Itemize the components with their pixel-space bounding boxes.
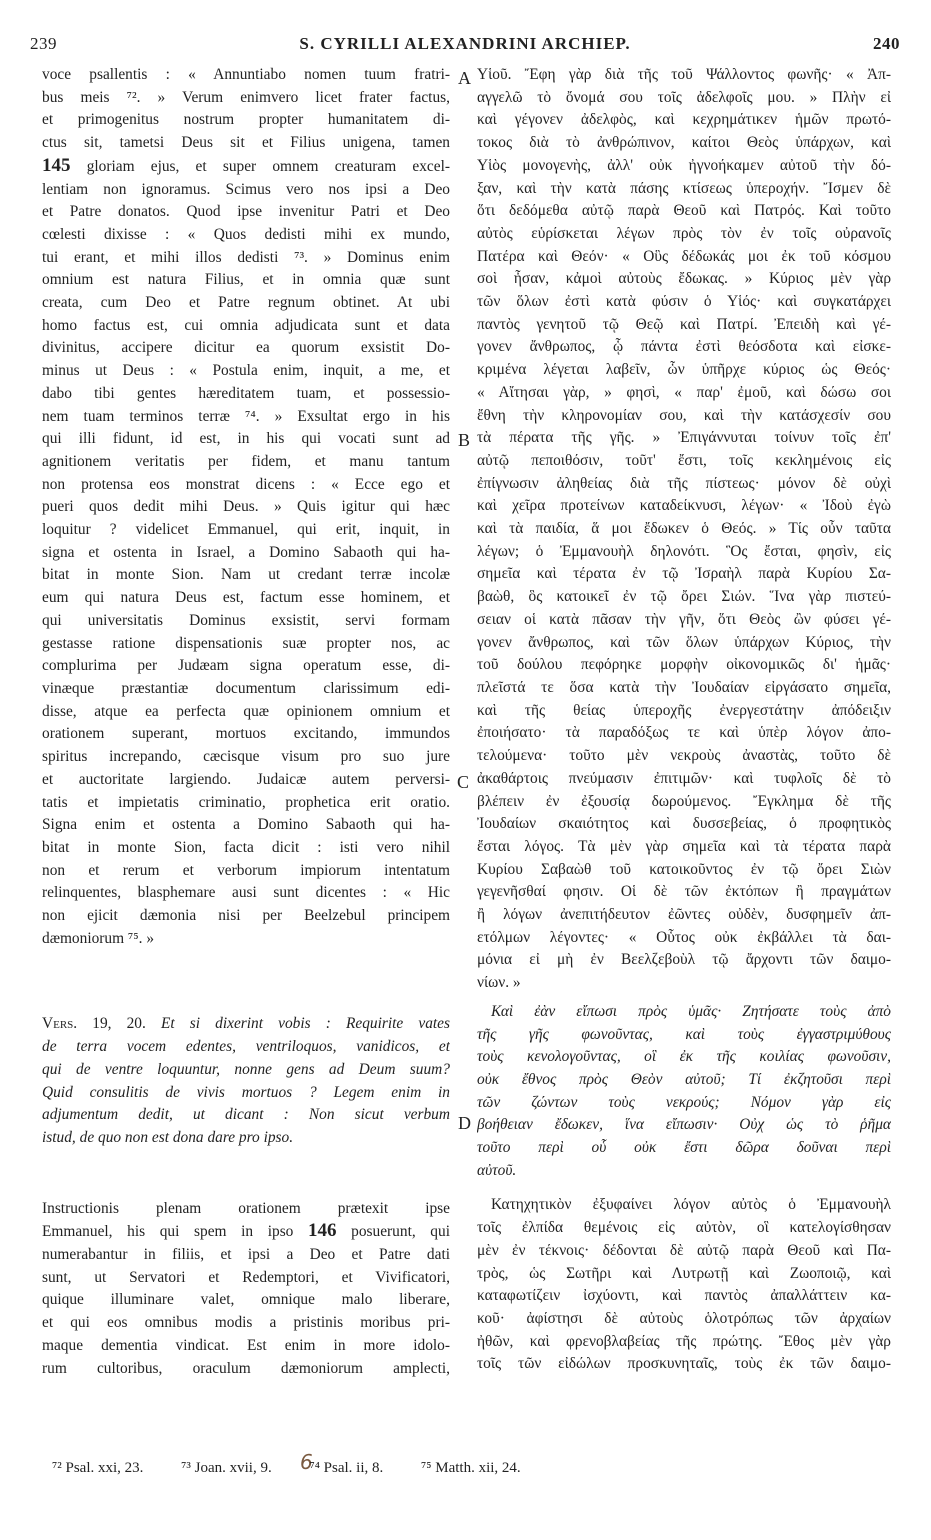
verse-line: qui de ventre loquuntur, nonne gens ad Deum suum? bbox=[42, 1060, 450, 1078]
text-line: loquitur ? videlicet Emmanuel, qui erit, inquit, in bbox=[42, 521, 450, 539]
page-number-right: 240 bbox=[873, 34, 900, 53]
margin-number: 145 bbox=[42, 154, 71, 176]
text-line: cœlesti dixisse : « Quos dedisti mihi ex mundo, bbox=[42, 225, 450, 243]
text-line: Ἰουδαίων σκαιότητος καὶ δυσσεβείας, ὁ προφητικὸς bbox=[477, 815, 891, 833]
verse-line: Καὶ ἐὰν εἴπωσι πρὸς ὑμᾶς· Ζητήσατε τοὺς ἀπὸ bbox=[491, 1002, 891, 1020]
verse-reference: Vers. 19, 20. bbox=[42, 1015, 146, 1033]
text-line: Υἱὸς μονογενὴς, ἀλλ' οὐκ ἠγνοήκαμεν αὐτοῦ τὴν δό- bbox=[477, 156, 891, 174]
text-line: minus ut Deus : « Postula enim, inquit, a me, et bbox=[42, 362, 450, 380]
text-line: Signa enim et ostenta a Domino Sabaoth qui ha- bbox=[42, 816, 450, 834]
verse-line: αὐτοῦ. bbox=[477, 1161, 517, 1179]
verse-text: Et si dixerint vobis : Requirite vates bbox=[160, 1015, 450, 1033]
text-line: ἔσται λόγος. Τὰ μὲν γὰρ σημεῖα καὶ τὰ τέρατα παρὰ bbox=[477, 837, 891, 855]
greek-paragraph-1 bbox=[477, 64, 891, 995]
text-line: quique illuminare valet, omnique malo liberare, bbox=[42, 1291, 450, 1309]
text-fragment: gloriam ejus, et super omnem creaturam excel- bbox=[86, 157, 450, 175]
text-line: relinquentes, blasphemare ausi sunt dicentes : « Hic bbox=[42, 884, 450, 902]
text-line: ἔθνη τὴν κληρονομίαν σου, καὶ τὴν κατάσχεσίν σου bbox=[477, 406, 891, 424]
text-line: orationem superant, mortuos excitando, immundos bbox=[42, 725, 450, 743]
text-fragment: posuerunt, qui bbox=[351, 1223, 450, 1241]
greek-paragraph-3 bbox=[477, 1194, 891, 1376]
text-line: τὰ πέρατα τῆς γῆς. » Ἐπιγάννυται τοίνυν τοῖς ἐπ' bbox=[477, 429, 891, 447]
text-line: spiritus increpando, cæcisque visum pro suo jure bbox=[42, 748, 450, 766]
text-line: σημεῖα καὶ τέρατα ἐν τῷ Ἰσραὴλ παρὰ Κυρίου Σα- bbox=[477, 565, 891, 583]
page-header bbox=[30, 34, 900, 58]
text-line: τῶν ὅλων ἐστὶ κατὰ φύσιν ὁ Υἱός· καὶ συγκατάρχει bbox=[477, 293, 891, 311]
text-line: τελούμενα· τοῦτο μὲν νεκροὺς ἀναστὰς, τοῦτο δὲ bbox=[477, 747, 891, 765]
text-line: ξαν, καὶ τὴν κατὰ πάσης κτίσεως ὑπεροχήν. Ἴσμεν δὲ bbox=[477, 179, 891, 197]
text-line: σοὶ ἦσαν, κἀμοὶ αὐτοὺς ἔδωκας. » Κύριος μὲν γὰρ bbox=[477, 270, 891, 288]
text-line: nem tuam terminos terræ ⁷⁴. » Exsultat ergo in his bbox=[42, 407, 450, 425]
text-line: tatis et impietatis criminatio, prophetica erit oratio. bbox=[42, 793, 450, 811]
text-line: πλεῖστά τε ὅσα κατὰ τὴν Ἰουδαίαν εἰργάσατο σημεῖα, bbox=[477, 678, 891, 696]
footnote: ⁷⁵ Matth. xii, 24. bbox=[421, 1460, 521, 1476]
margin-marker-b: B bbox=[458, 430, 471, 450]
margin-marker-c: C bbox=[457, 772, 470, 792]
verse-line: τῶν ζώντων τοὺς νεκρούς; Νόμον γὰρ εἰς bbox=[477, 1093, 891, 1111]
latin-paragraph-1 bbox=[42, 64, 450, 950]
text-line: tui erant, et mihi illos dedisti ⁷³. » Dominus enim bbox=[42, 248, 450, 266]
text-line: bus meis ⁷². » Verum enimvero licet frater factus, bbox=[42, 88, 450, 106]
text-line: τοῖς ἐλπίδα θεμένοις εἰς αὐτὸν, οἳ κατελογίσθησαν bbox=[477, 1219, 891, 1237]
text-line: et Patre donatos. Quod ipse invenitur Patri et Deo bbox=[42, 203, 450, 221]
verse-line: τῆς γῆς φωνοῦντας, καὶ τοὺς ἐγγαστριμύθους bbox=[477, 1025, 891, 1043]
latin-column bbox=[42, 64, 450, 1380]
text-line: καὶ χεῖρα προτείνων καταδείκνυσι, λέγων· « Ἰδοὺ ἐγὼ bbox=[477, 497, 891, 515]
text-line-with-number bbox=[42, 1220, 450, 1244]
text-line: pueri quos dedit mihi Deus. » Quis igitur qui hæc bbox=[42, 498, 450, 516]
text-line: disse, atque ea perfecta quæ opinionem omnium et bbox=[42, 702, 450, 720]
text-line: homo factus est, cui omnia adjudicata sunt et data bbox=[42, 316, 450, 334]
footnotes bbox=[52, 1460, 555, 1477]
latin-paragraph-3 bbox=[42, 1198, 450, 1381]
text-line: non protensa eos monstrat dicens : « Ecce ego et bbox=[42, 475, 450, 493]
handwritten-mark: 6 bbox=[300, 1450, 313, 1474]
text-fragment: Emmanuel, his qui spem in ipso bbox=[42, 1223, 294, 1241]
text-line: voce psallentis : « Annuntiabo nomen tuum fratri- bbox=[42, 66, 450, 83]
text-line: et qui eos omnibus modis a pristinis moribus pri- bbox=[42, 1314, 450, 1332]
footnote: ⁷² Psal. xxi, 23. bbox=[52, 1460, 144, 1476]
text-line: non et rerum et verborum impiorum intentatum bbox=[42, 861, 450, 879]
text-line: ὅτι δεδόμεθα αὐτῷ παρὰ Θεοῦ καὶ Πατρός. Καὶ τοῦτο bbox=[477, 202, 891, 220]
verse-line: τοῦτο περὶ οὗ οὐκ ἔστι δῶρα δοῦναι περὶ bbox=[477, 1139, 891, 1157]
text-line: Πατέρα καὶ Θεόν· « Οὓς δέδωκάς μοι ἐκ τοῦ κόσμου bbox=[477, 247, 891, 265]
page-number-left: 239 bbox=[30, 34, 57, 53]
text-line: creata, cum Deo et Patre regnum obtinet. At ubi bbox=[42, 294, 450, 312]
latin-verse bbox=[42, 1013, 450, 1149]
text-line: μόνια εἰ μὴ ἐν Βεελζεβοὺλ τῷ ἄρχοντι τῶν δαιμο- bbox=[477, 951, 891, 969]
verse-line: istud, de quo non est dona dare pro ipso. bbox=[42, 1128, 294, 1146]
text-line: dæmoniorum ⁷⁵. » bbox=[42, 929, 155, 947]
verse-line-with-label bbox=[42, 1013, 450, 1036]
footnote: ⁷³ Joan. xvii, 9. bbox=[181, 1460, 272, 1476]
text-line: καὶ τῆς θείας ὑπεροχῆς ἐνεργεστάτην ἀπόδειξιν bbox=[477, 701, 891, 719]
text-line: τοῖς τῶν εἰδώλων προσκυνηταῖς, τοὺς ἐκ τῶν δαιμο- bbox=[477, 1355, 891, 1373]
text-line: dabo tibi gentes hæreditatem tuam, et possessio- bbox=[42, 384, 450, 402]
text-line: Κατηχητικὸν ἐξυφαίνει λόγον αὐτὸς ὁ Ἐμμανουὴλ bbox=[491, 1196, 891, 1214]
running-title: S. CYRILLI ALEXANDRINI ARCHIEP. bbox=[299, 34, 631, 53]
text-line: agnitionem veritatis per fidem, et manu tantum bbox=[42, 452, 450, 470]
text-line: non ejicit dæmonia nisi per Beelzebul principem bbox=[42, 907, 450, 925]
verse-line: βοήθειαν ἔδωκεν, ἵνα εἴπωσιν· Οὐχ ὡς τὸ ῥῆμα bbox=[477, 1116, 891, 1134]
footnote: ⁷⁴ Psal. ii, 8. bbox=[309, 1460, 384, 1476]
text-line: αὐτῷ πεποιθόσιν, τοῦτ' ἔστι, τοῖς κεκλημένοις εἰς bbox=[477, 451, 891, 469]
text-line: αγγελῶ τὸ ὄνομά σου τοῖς ἀδελφοῖς μου. » Πλὴν εἰ bbox=[477, 88, 891, 106]
text-line: παντὸς γενητοῦ τῷ Θεῷ καὶ Πατρί. Ἐπειδὴ καὶ γέ- bbox=[477, 315, 891, 333]
margin-number: 146 bbox=[308, 1220, 337, 1242]
text-line: μὲν ἐν τέκνοις· δέδονται δὲ αὐτῷ παρὰ Θεοῦ καὶ Πα- bbox=[477, 1241, 891, 1259]
text-line: et primogenitus nostrum propter humanitatem di- bbox=[42, 111, 450, 129]
text-line: ετόλμων λέγοντες· « Οὗτος οὐκ ἐκβάλλει τὰ δαι- bbox=[477, 928, 891, 946]
text-line: σειαν οἱ κατὰ πᾶσαν τὴν γῆν, ὅτι Θεὸς ὢν φύσει γέ- bbox=[477, 610, 891, 628]
text-line: qui universitatis Dominus exsistit, servi formam bbox=[42, 611, 450, 629]
verse-line: Quid consulitis de vivis mortuos ? Legem enim in bbox=[42, 1083, 450, 1101]
text-line: divinitus, accipere dicitur ea quorum exsistit Do- bbox=[42, 339, 450, 357]
text-line: τρὸς, ὡς Σωτῆρι καὶ Λυτρωτῇ καὶ Ζωοποιῷ, καὶ bbox=[477, 1264, 891, 1282]
text-line: αὐτὸς εὑρίσκεται λέγων πρὸς τὸν ἐν τοῖς οὐρανοῖς bbox=[477, 224, 891, 242]
text-line: rum cultoribus, oraculum dæmoniorum amplecti, bbox=[42, 1359, 450, 1377]
text-line: Κυρίου Σαβαὼθ τοῦ κατοικοῦντος ἐν τῷ ὄρει Σιὼν bbox=[477, 860, 891, 878]
text-line: τοκος διὰ τὸ ἀνθρώπινον, καίτοι Θεὸς ὑπάρχων, καὶ bbox=[477, 134, 891, 152]
text-line: qui illi fidunt, id est, in his qui vocati sunt ad bbox=[42, 430, 450, 448]
text-line: eum qui natura Deus est, factum esse hominem, et bbox=[42, 589, 450, 607]
text-line: ἐπίγνωσιν ἀληθείας διὰ τῆς πίστεως· μόνον δὲ οὐχὶ bbox=[477, 474, 891, 492]
text-line: καταφωτίζειν ἰσχύοντι, καὶ παντὸς ἀπαλλάττειν κα- bbox=[477, 1287, 891, 1305]
verse-line: adjumentum dedit, ut dicant : Non sicut verbum bbox=[42, 1106, 450, 1124]
text-line: γονεν ἄνθρωπος, ᾧ πάντα ἐστὶ θεόσδοτα καὶ εἰσκε- bbox=[477, 338, 891, 356]
text-line-with-number bbox=[42, 155, 450, 179]
text-line: κοῦ· ἀφίστησι δὲ αὐτοὺς ὁλοτρόπως τῶν ἀρχαίων bbox=[477, 1309, 891, 1327]
text-line: Instructionis plenam orationem prætexit ipse bbox=[42, 1199, 450, 1217]
text-line: sunt, ut Servatori et Redemptori, et Vivificatori, bbox=[42, 1268, 450, 1286]
text-line: βαὼθ, ὃς κατοικεῖ ἐν τῷ ὄρει Σιών. Ἵνα γὰρ πιστεύ- bbox=[477, 588, 891, 606]
margin-marker-d: D bbox=[458, 1113, 471, 1133]
text-line: vinæque præstantiæ documentum clarissimum edi- bbox=[42, 679, 450, 697]
text-line: signa et ostenta in Israel, a Domino Sabaoth qui ha- bbox=[42, 543, 450, 561]
text-line: maque dementia vindicat. Est enim in more idolo- bbox=[42, 1336, 450, 1354]
greek-column bbox=[477, 64, 891, 1376]
text-line: βλέπειν ἐν ἐξουσίᾳ δωρούμενος. Ἔγκλημα δὲ τῆς bbox=[477, 792, 891, 810]
text-line: omnium est natura Filius, et in omnia quæ sunt bbox=[42, 271, 450, 289]
text-line: lentiam non ignoramus. Scimus vero nos ipsi a Deo bbox=[42, 180, 450, 198]
margin-marker-a: A bbox=[458, 68, 471, 88]
text-line: numerabantur in filiis, et ipsi a Deo et Patre dati bbox=[42, 1246, 450, 1264]
text-line: « Αἴτησαι γὰρ, » φησὶ, « παρ' ἐμοῦ, καὶ δώσω σοι bbox=[477, 383, 891, 401]
text-line: καὶ γέγονεν ἀδελφὸς, καὶ κεχρημάτικεν ἡμῶν πρωτό- bbox=[477, 111, 891, 129]
text-line: ἐποιήσατο· τὰ παραδόξως τε καὶ ὑπὲρ λόγον ἀπο- bbox=[477, 724, 891, 742]
text-line: Υἱοῦ. Ἔφη γὰρ διὰ τῆς τοῦ Ψάλλοντος φωνῆς· « Ἀπ- bbox=[477, 66, 891, 83]
verse-line: τοὺς κενολογοῦντας, οἳ ἐκ τῆς κοιλίας φωνοῦσιν, bbox=[477, 1048, 891, 1066]
text-line: ἢ λόγων ἀνεπιτήδευτον ἐῶντες οὐδὲν, δυσφημεῖν ἀπ- bbox=[477, 906, 891, 924]
text-line: ctus sit, tametsi Deus sit et Filius unigena, tamen bbox=[42, 134, 450, 152]
text-line: κριμένα λέγεται λαβεῖν, ὧν ὑπῆρχε κύριος ὡς Θεός· bbox=[477, 361, 891, 379]
text-line: et auctoritate largiendo. Judaicæ autem perversi- bbox=[42, 770, 450, 788]
verse-line: de terra vocem edentes, ventriloquos, vanidicos, et bbox=[42, 1038, 450, 1056]
text-line: νίων. » bbox=[477, 974, 521, 992]
text-line: bitat in monte Sion. Nam ut credant terræ incolæ bbox=[42, 566, 450, 584]
text-line: λέγων; ὁ Ἐμμανουὴλ δηλονότι. Ὃς ἔσται, φησὶν, εἰς bbox=[477, 542, 891, 560]
text-line: γονεν ἄνθρωπος, καὶ τῶν ὅλων ὑπάρχων Κύριος, τὴν bbox=[477, 633, 891, 651]
text-line: gestasse ratione dispensationis suæ propter nos, ac bbox=[42, 634, 450, 652]
greek-verse bbox=[477, 1001, 891, 1183]
text-line: bitat in monte Sion, facta dicit : isti vero nihil bbox=[42, 838, 450, 856]
verse-line: οὐκ ἔθνος πρὸς Θεὸν αὐτοῦ; Τί ἐκζητοῦσι περὶ bbox=[477, 1070, 891, 1088]
text-line: τοῦ δούλου πεφόρηκε μορφὴν οἰκονομικῶς δι' ἡμᾶς· bbox=[477, 656, 891, 674]
text-line: καὶ τὰ παιδία, ἅ μοι ἔδωκεν ὁ Θεός. » Τίς οὖν ταῦτα bbox=[477, 520, 891, 538]
text-line: ἠθῶν, καὶ φρενοβλαβείας τῆς πρώτης. Ἔθος μὲν γὰρ bbox=[477, 1332, 891, 1350]
text-line: ἀκαθάρτοις πνεύμασιν ἐπιτιμῶν· καὶ τυφλοῖς δὲ τὸ bbox=[477, 769, 891, 787]
text-line: γεγενῆσθαί φησιν. Οἱ δὲ τῶν ἐκτόπων ἢ πραγμάτων bbox=[477, 883, 891, 901]
text-line: complurima per Judæam signa operatum esse, di- bbox=[42, 657, 450, 675]
